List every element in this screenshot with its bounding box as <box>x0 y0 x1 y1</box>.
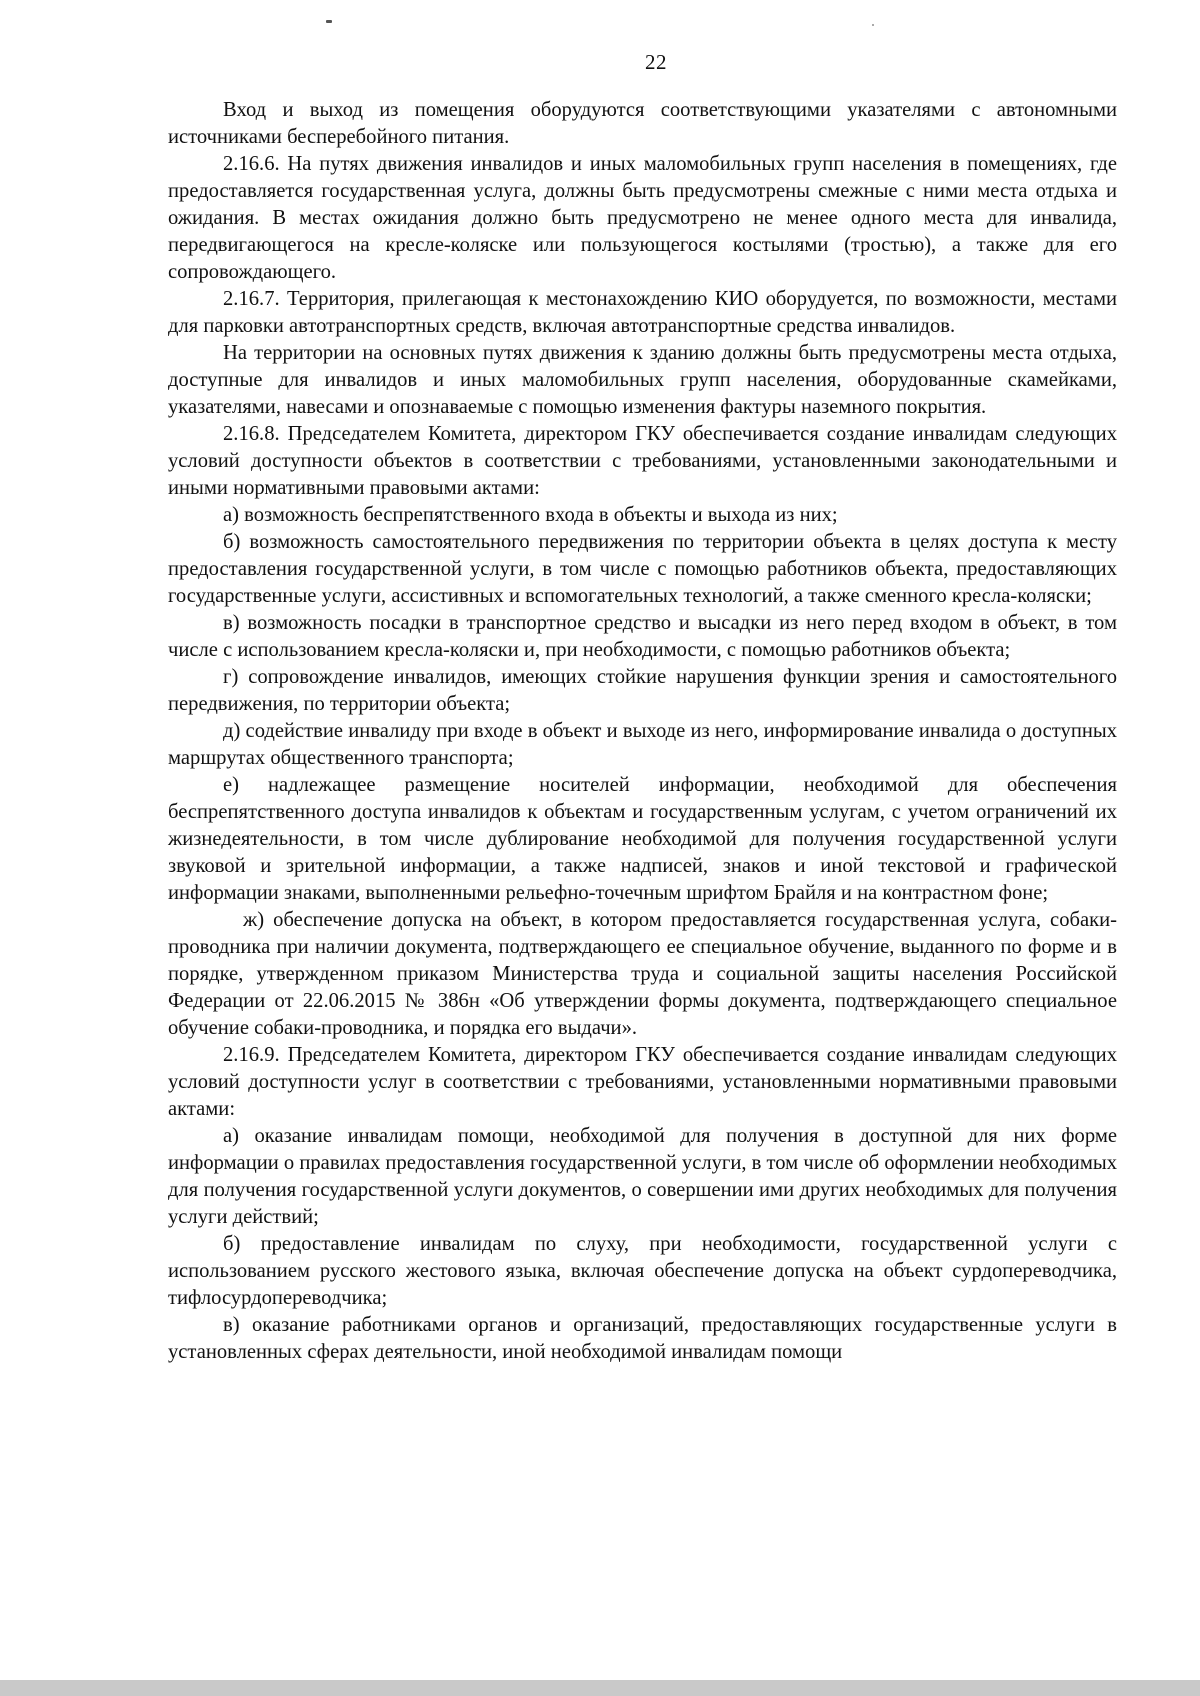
list-item-2-16-8-zh: ж) обеспечение допуска на объект, в котором предоставляется государственная услуга, собаки-проводника при наличии документа, подтверждающего ее специальное обучение, выданного по форме и в порядке, утвержденном приказом Министерства труда и социальной защиты населения Российской Федерации от 22.06.2015 № 386н «Об утверждении формы документа, подтверждающего специальное обучение собаки-проводника, и порядка его выдачи». <box>168 909 1117 1039</box>
document-body <box>168 97 1117 1366</box>
paragraph-2-16-8: 2.16.8. Председателем Комитета, директором ГКУ обеспечивается создание инвалидам следующих условий доступности объектов в соответствии с требованиями, установленными законодательными и иными нормативными правовыми актами: <box>168 423 1117 499</box>
paragraph-2-16-7: 2.16.7. Территория, прилегающая к местонахождению КИО оборудуется, по возможности, местами для парковки автотранспортных средств, включая автотранспортные средства инвалидов. <box>168 288 1117 337</box>
list-item-2-16-8-e: е) надлежащее размещение носителей информации, необходимой для обеспечения беспрепятственного доступа инвалидов к объектам и государственным услугам, с учетом ограничений их жизнедеятельности, в том числе дублирование необходимой для получения государственной услуги звуковой и зрительной информации, а также надписей, знаков и иной текстовой и графической информации знаками, выполненными рельефно-точечным шрифтом Брайля и на контрастном фоне; <box>168 774 1117 904</box>
list-item-2-16-8-d: д) содействие инвалиду при входе в объект и выходе из него, информирование инвалида о доступных маршрутах общественного транспорта; <box>168 720 1117 769</box>
list-item-2-16-9-v: в) оказание работниками органов и организаций, предоставляющих государственные услуги в установленных сферах деятельности, иной необходимой инвалидам помощи <box>168 1314 1117 1363</box>
paragraph-entrance-exit: Вход и выход из помещения оборудуются соответствующими указателями с автономными источниками бесперебойного питания. <box>168 99 1117 148</box>
paragraph-2-16-6: 2.16.6. На путях движения инвалидов и иных маломобильных групп населения в помещениях, где предоставляется государственная услуга, должны быть предусмотрены смежные с ними места отдыха и ожидания. В местах ожидания должно быть предусмотрено не менее одного места для инвалида, передвигающегося на кресле-коляске или пользующегося костылями (тростью), а также для его сопровождающего. <box>168 153 1117 283</box>
list-item-2-16-9-b: б) предоставление инвалидам по слуху, при необходимости, государственной услуги с использованием русского жестового языка, включая обеспечение допуска на объект сурдопереводчика, тифлосурдопереводчика; <box>168 1233 1117 1309</box>
list-item-2-16-8-v: в) возможность посадки в транспортное средство и высадки из него перед входом в объект, в том числе с использованием кресла-коляски и, при необходимости, с помощью работников объекта; <box>168 612 1117 661</box>
list-item-2-16-8-g: г) сопровождение инвалидов, имеющих стойкие нарушения функции зрения и самостоятельного передвижения, по территории объекта; <box>168 666 1117 715</box>
scan-artifact-mark <box>326 20 332 23</box>
paragraph-2-16-9: 2.16.9. Председателем Комитета, директором ГКУ обеспечивается создание инвалидам следующих условий доступности услуг в соответствии с требованиями, установленными нормативными правовыми актами: <box>168 1044 1117 1120</box>
list-item-2-16-8-b: б) возможность самостоятельного передвижения по территории объекта в целях доступа к месту предоставления государственной услуги, в том числе с помощью работников объекта, предоставляющих государственные услуги, ассистивных и вспомогательных технологий, а также сменного кресла-коляски; <box>168 531 1117 607</box>
paragraph-territory-paths: На территории на основных путях движения к зданию должны быть предусмотрены места отдыха, доступные для инвалидов и иных маломобильных групп населения, оборудованные скамейками, указателями, навесами и опознаваемые с помощью изменения фактуры наземного покрытия. <box>168 342 1117 418</box>
scan-bottom-band <box>0 1680 1200 1696</box>
page-number: 22 <box>645 50 667 74</box>
scan-artifact-dot <box>872 24 874 26</box>
list-item-2-16-9-a: а) оказание инвалидам помощи, необходимой для получения в доступной для них форме информации о правилах предоставления государственной услуги, в том числе об оформлении необходимых для получения государственной услуги документов, о совершении ими других необходимых для получения услуги действий; <box>168 1125 1117 1228</box>
list-item-2-16-8-a: а) возможность беспрепятственного входа в объекты и выхода из них; <box>223 504 838 526</box>
